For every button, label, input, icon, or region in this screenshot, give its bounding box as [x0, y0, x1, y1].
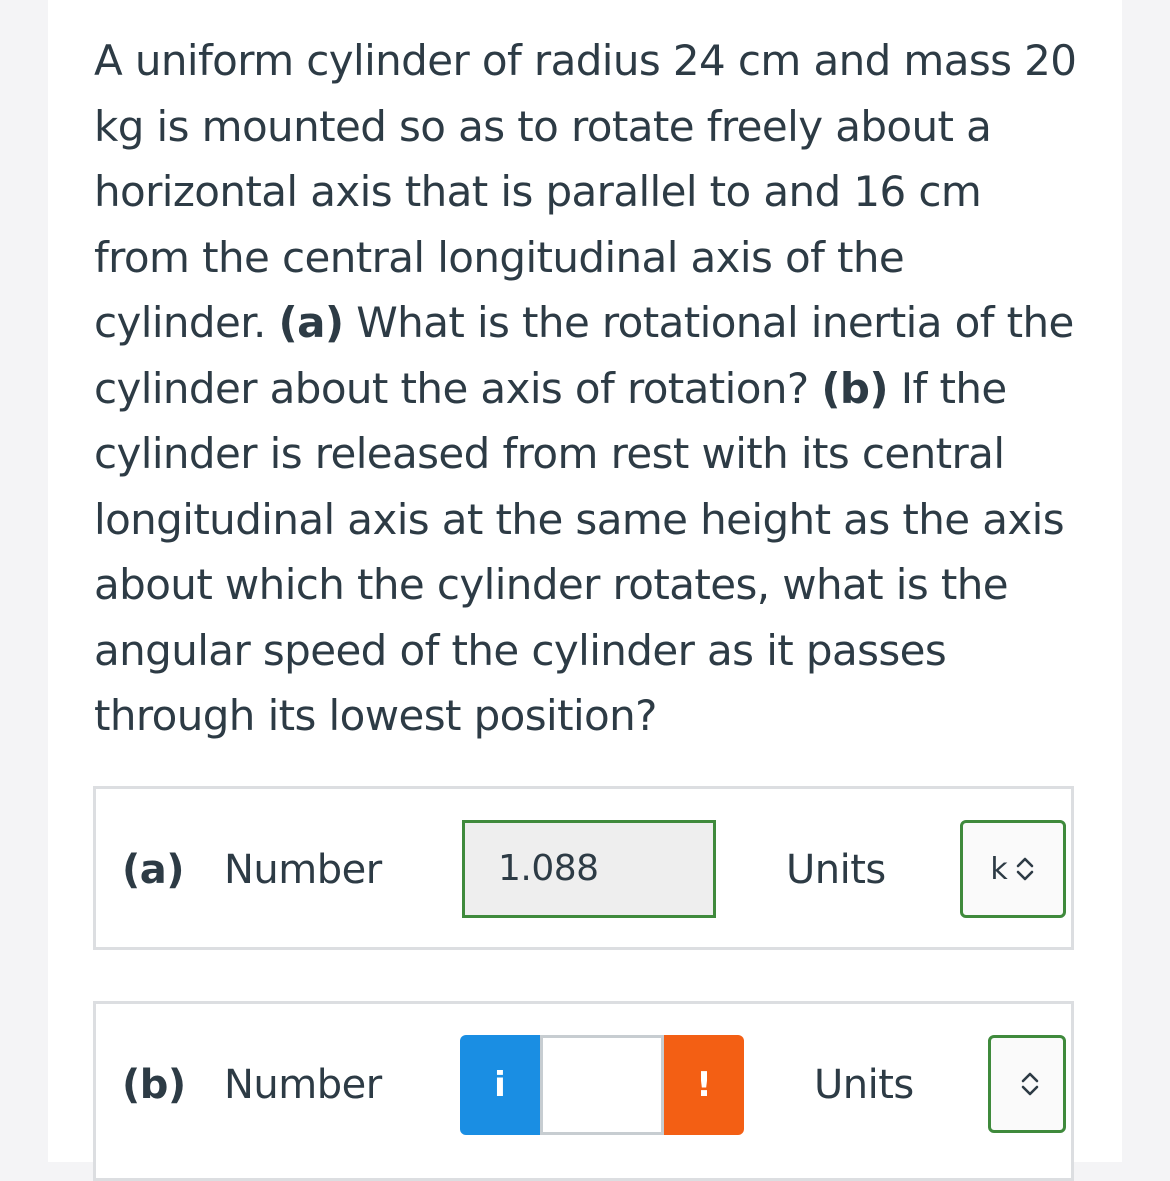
- question-intro: A uniform cylinder of radius 24 cm and mass 20 kg is mounted so as to rotate freely about a horizontal axis that is parallel to and 16 cm from the central longitudinal axis of the cylinder.: [94, 36, 1077, 347]
- part-a-tag: (a): [278, 298, 344, 347]
- answer-a-label: (a): [122, 847, 185, 893]
- answer-a-number-input[interactable]: 1.088: [462, 820, 716, 918]
- part-a-text: What is the rotational inertia of the cylinder about the axis of rotation?: [94, 298, 1074, 413]
- chevron-up-down-icon: [1014, 856, 1036, 882]
- answer-box-b: [93, 1001, 1074, 1181]
- info-button[interactable]: [460, 1035, 540, 1135]
- answer-b-units-select[interactable]: [988, 1035, 1066, 1133]
- answer-b-number-input[interactable]: [540, 1035, 664, 1135]
- info-icon: i: [494, 1065, 506, 1105]
- answer-a-number-label: Number: [224, 847, 382, 893]
- part-b-tag: (b): [821, 363, 888, 413]
- answer-a-units-label: Units: [786, 847, 886, 893]
- question-text: [94, 28, 1084, 749]
- answer-a-units-value: k: [990, 851, 1008, 887]
- part-b-text: If the cylinder is released from rest with its central longitudinal axis at the same height as the axis about which the cylinder rotates, what is the angular speed of the cylinder as it passes through its lowest position?: [94, 363, 1064, 740]
- warning-icon: !: [696, 1065, 712, 1105]
- answer-b-number-label: Number: [224, 1062, 382, 1108]
- answer-a-units-select[interactable]: [960, 820, 1066, 918]
- answer-b-units-label: Units: [814, 1062, 914, 1108]
- answer-b-label: (b): [122, 1062, 186, 1108]
- answer-box-a: [93, 786, 1074, 950]
- chevron-up-down-icon: [1019, 1071, 1041, 1097]
- warning-button[interactable]: [664, 1035, 744, 1135]
